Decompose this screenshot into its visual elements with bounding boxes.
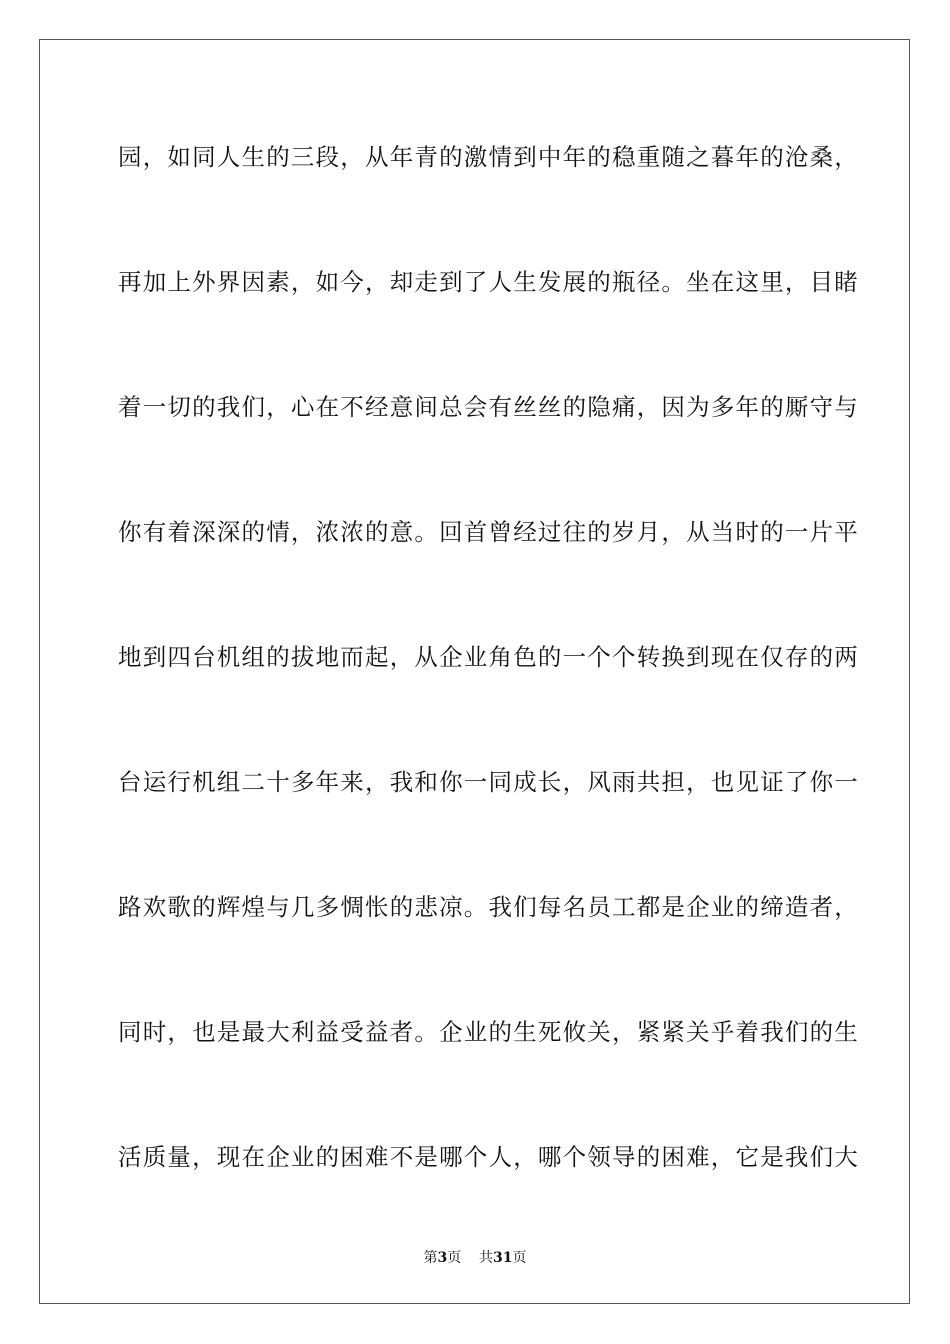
text-line-1: 园，如同人生的三段，从年青的激情到中年的稳重随之暮年的沧桑， [118,143,859,171]
page-prefix: 第 [423,1250,438,1266]
total-suffix: 页 [512,1250,527,1266]
text-line-2: 再加上外界因素，如今，却走到了人生发展的瓶径。坐在这里，目睹 [118,268,859,296]
text-line-8: 同时，也是最大利益受益者。企业的生死攸关，紧紧关乎着我们的生 [118,1018,859,1046]
total-pages: 31 [493,1250,513,1266]
text-line-3: 着一切的我们，心在不经意间总会有丝丝的隐痛，因为多年的厮守与 [118,393,859,421]
text-line-7: 路欢歌的辉煌与几多惆怅的悲凉。我们每名员工都是企业的缔造者， [118,893,859,921]
page-footer [0,1247,950,1267]
page-number: 3 [437,1250,448,1266]
body-text [118,125,859,1250]
text-line-5: 地到四台机组的拔地而起，从企业角色的一个个转换到现在仅存的两 [118,643,859,671]
total-prefix: 共 [479,1250,494,1266]
page-suffix: 页 [447,1250,462,1266]
text-line-9: 活质量，现在企业的困难不是哪个人，哪个领导的困难，它是我们大 [118,1143,859,1171]
text-line-6: 台运行机组二十多年来，我和你一同成长，风雨共担，也见证了你一 [118,768,859,796]
text-line-4: 你有着深深的情，浓浓的意。回首曾经过往的岁月，从当时的一片平 [118,518,859,546]
